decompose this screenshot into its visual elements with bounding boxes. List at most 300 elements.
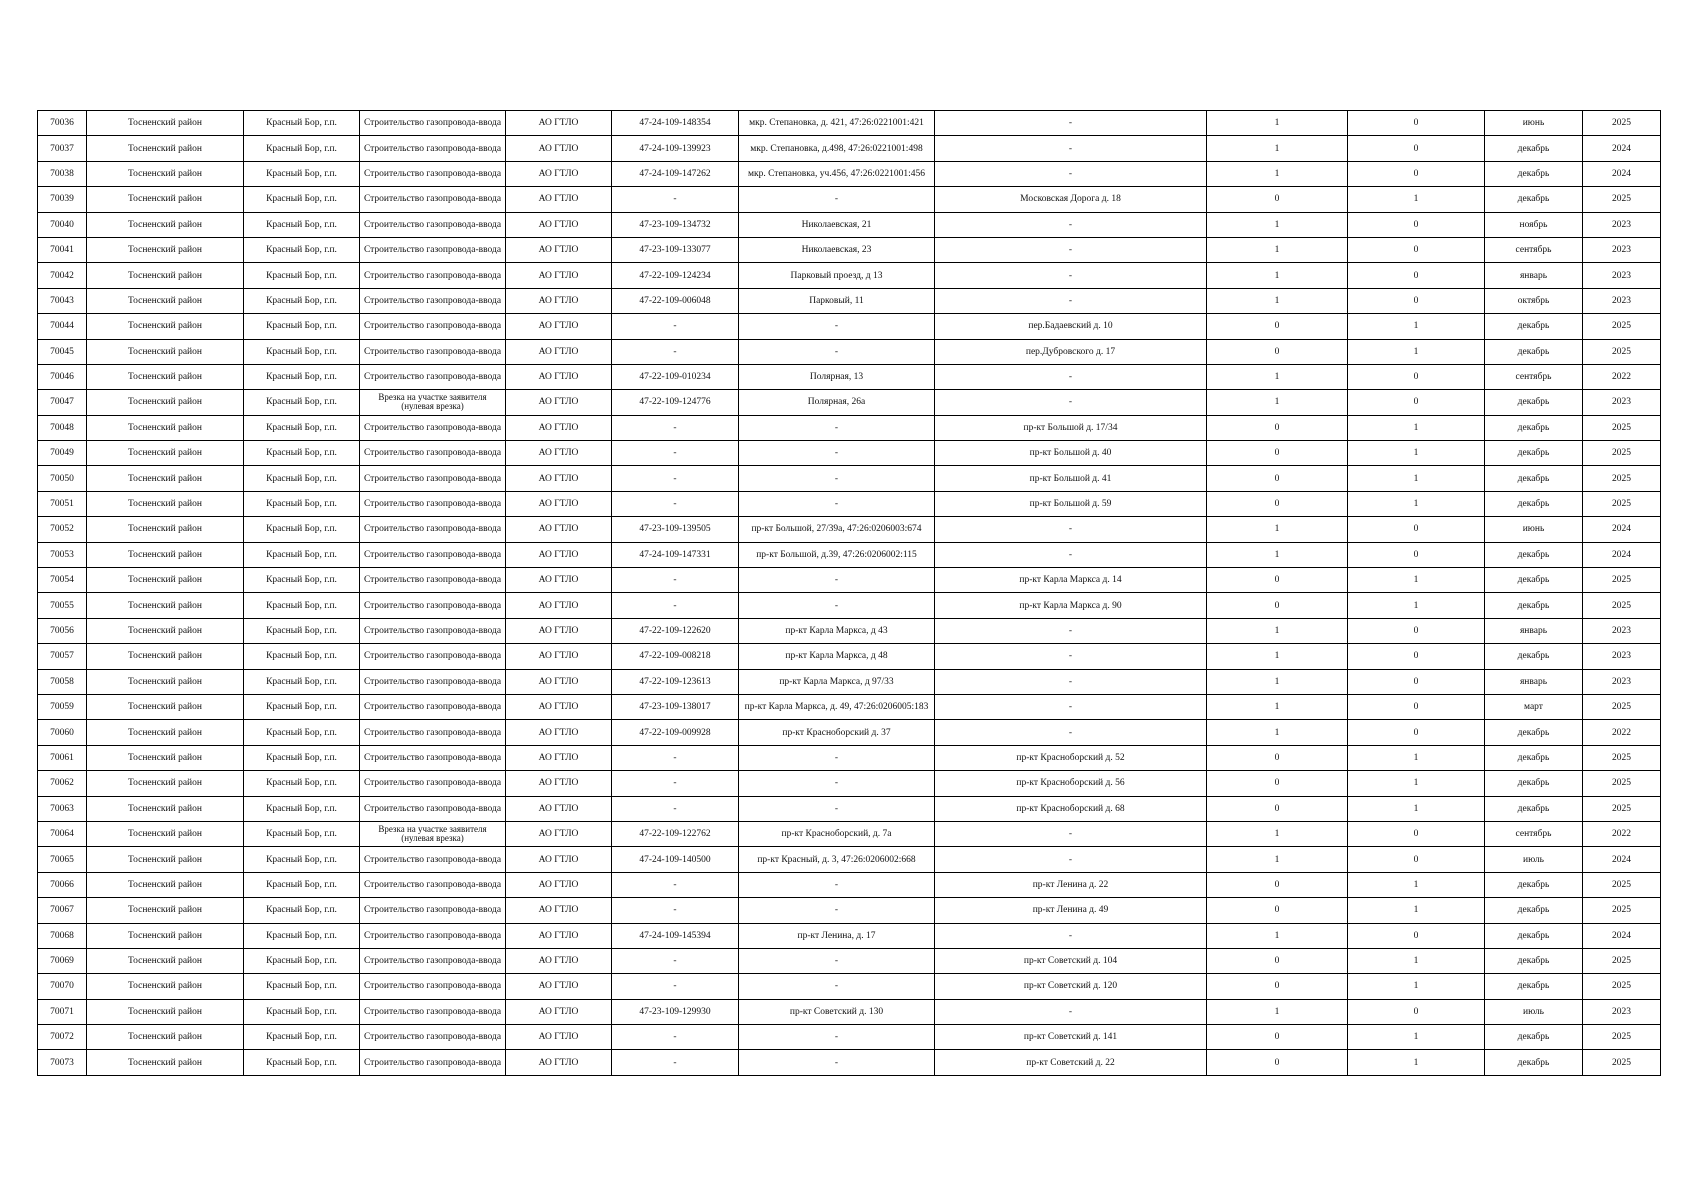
count-b-cell: 0	[1348, 364, 1485, 389]
object-address-cell: -	[739, 974, 935, 999]
organization-cell: АО ГТЛО	[506, 542, 612, 567]
month-cell: сентябрь	[1485, 821, 1583, 846]
work-type-cell: Строительство газопровода-ввода	[360, 136, 506, 161]
application-number-cell: -	[612, 415, 739, 440]
year-cell: 2025	[1583, 491, 1661, 516]
year-cell: 2025	[1583, 1050, 1661, 1075]
month-cell: июнь	[1485, 111, 1583, 136]
object-address-cell: -	[739, 339, 935, 364]
settlement-cell: Красный Бор, г.п.	[244, 364, 360, 389]
table-row	[38, 111, 1661, 136]
planned-address-cell: -	[935, 999, 1207, 1024]
record-id-cell: 70064	[38, 821, 87, 846]
object-address-cell: -	[739, 898, 935, 923]
year-cell: 2025	[1583, 466, 1661, 491]
year-cell: 2023	[1583, 390, 1661, 415]
table-row	[38, 1050, 1661, 1075]
table-row	[38, 618, 1661, 643]
month-cell: декабрь	[1485, 898, 1583, 923]
district-cell: Тосненский район	[87, 948, 244, 973]
record-id-cell: 70037	[38, 136, 87, 161]
count-b-cell: 1	[1348, 339, 1485, 364]
work-type-cell: Строительство газопровода-ввода	[360, 974, 506, 999]
planned-address-cell: пр-кт Карла Маркса д. 90	[935, 593, 1207, 618]
count-b-cell: 0	[1348, 136, 1485, 161]
district-cell: Тосненский район	[87, 187, 244, 212]
count-a-cell: 1	[1207, 720, 1348, 745]
district-cell: Тосненский район	[87, 314, 244, 339]
record-id-cell: 70062	[38, 771, 87, 796]
organization-cell: АО ГТЛО	[506, 923, 612, 948]
table-row	[38, 364, 1661, 389]
settlement-cell: Красный Бор, г.п.	[244, 872, 360, 897]
object-address-cell: -	[739, 1025, 935, 1050]
object-address-cell: -	[739, 568, 935, 593]
count-a-cell: 0	[1207, 948, 1348, 973]
planned-address-cell: пр-кт Советский д. 104	[935, 948, 1207, 973]
application-number-cell: -	[612, 491, 739, 516]
year-cell: 2025	[1583, 898, 1661, 923]
count-a-cell: 0	[1207, 1025, 1348, 1050]
count-a-cell: 1	[1207, 821, 1348, 846]
district-cell: Тосненский район	[87, 669, 244, 694]
district-cell: Тосненский район	[87, 745, 244, 770]
month-cell: декабрь	[1485, 314, 1583, 339]
district-cell: Тосненский район	[87, 872, 244, 897]
organization-cell: АО ГТЛО	[506, 212, 612, 237]
work-type-cell: Строительство газопровода-ввода	[360, 161, 506, 186]
count-b-cell: 1	[1348, 466, 1485, 491]
count-a-cell: 0	[1207, 974, 1348, 999]
month-cell: сентябрь	[1485, 237, 1583, 262]
table-row	[38, 898, 1661, 923]
month-cell: декабрь	[1485, 339, 1583, 364]
month-cell: декабрь	[1485, 136, 1583, 161]
record-id-cell: 70067	[38, 898, 87, 923]
organization-cell: АО ГТЛО	[506, 948, 612, 973]
settlement-cell: Красный Бор, г.п.	[244, 237, 360, 262]
planned-address-cell: -	[935, 669, 1207, 694]
month-cell: декабрь	[1485, 390, 1583, 415]
object-address-cell: -	[739, 1050, 935, 1075]
application-number-cell: 47-23-109-129930	[612, 999, 739, 1024]
district-cell: Тосненский район	[87, 847, 244, 872]
settlement-cell: Красный Бор, г.п.	[244, 618, 360, 643]
application-number-cell: 47-22-109-008218	[612, 644, 739, 669]
record-id-cell: 70068	[38, 923, 87, 948]
work-type-cell: Строительство газопровода-ввода	[360, 999, 506, 1024]
planned-address-cell: пер.Дубровского д. 17	[935, 339, 1207, 364]
table-row	[38, 441, 1661, 466]
application-number-cell: 47-22-109-124776	[612, 390, 739, 415]
settlement-cell: Красный Бор, г.п.	[244, 136, 360, 161]
work-type-cell: Строительство газопровода-ввода	[360, 339, 506, 364]
count-a-cell: 0	[1207, 593, 1348, 618]
object-address-cell: пр-кт Карла Маркса, д. 49, 47:26:0206005:183	[739, 694, 935, 719]
count-b-cell: 0	[1348, 288, 1485, 313]
district-cell: Тосненский район	[87, 1025, 244, 1050]
district-cell: Тосненский район	[87, 974, 244, 999]
year-cell: 2023	[1583, 644, 1661, 669]
settlement-cell: Красный Бор, г.п.	[244, 187, 360, 212]
object-address-cell: мкр. Степановка, д.498, 47:26:0221001:498	[739, 136, 935, 161]
count-b-cell: 1	[1348, 898, 1485, 923]
organization-cell: АО ГТЛО	[506, 466, 612, 491]
district-cell: Тосненский район	[87, 415, 244, 440]
month-cell: декабрь	[1485, 466, 1583, 491]
planned-address-cell: -	[935, 517, 1207, 542]
record-id-cell: 70036	[38, 111, 87, 136]
record-id-cell: 70052	[38, 517, 87, 542]
object-address-cell: -	[739, 441, 935, 466]
work-type-cell: Строительство газопровода-ввода	[360, 111, 506, 136]
settlement-cell: Красный Бор, г.п.	[244, 999, 360, 1024]
month-cell: июль	[1485, 999, 1583, 1024]
count-b-cell: 0	[1348, 923, 1485, 948]
count-b-cell: 0	[1348, 517, 1485, 542]
settlement-cell: Красный Бор, г.п.	[244, 491, 360, 516]
count-a-cell: 0	[1207, 466, 1348, 491]
record-id-cell: 70073	[38, 1050, 87, 1075]
district-cell: Тосненский район	[87, 644, 244, 669]
count-a-cell: 0	[1207, 314, 1348, 339]
settlement-cell: Красный Бор, г.п.	[244, 898, 360, 923]
work-type-cell: Строительство газопровода-ввода	[360, 263, 506, 288]
table-row	[38, 694, 1661, 719]
count-b-cell: 1	[1348, 187, 1485, 212]
count-a-cell: 0	[1207, 491, 1348, 516]
count-a-cell: 1	[1207, 923, 1348, 948]
count-a-cell: 1	[1207, 618, 1348, 643]
district-cell: Тосненский район	[87, 898, 244, 923]
month-cell: октябрь	[1485, 288, 1583, 313]
record-id-cell: 70050	[38, 466, 87, 491]
year-cell: 2024	[1583, 542, 1661, 567]
planned-address-cell: -	[935, 161, 1207, 186]
month-cell: декабрь	[1485, 644, 1583, 669]
month-cell: декабрь	[1485, 441, 1583, 466]
planned-address-cell: пр-кт Красноборский д. 68	[935, 796, 1207, 821]
district-cell: Тосненский район	[87, 771, 244, 796]
count-b-cell: 0	[1348, 694, 1485, 719]
settlement-cell: Красный Бор, г.п.	[244, 415, 360, 440]
object-address-cell: пр-кт Советский д. 130	[739, 999, 935, 1024]
organization-cell: АО ГТЛО	[506, 999, 612, 1024]
work-type-cell: Строительство газопровода-ввода	[360, 364, 506, 389]
record-id-cell: 70058	[38, 669, 87, 694]
count-b-cell: 0	[1348, 821, 1485, 846]
count-a-cell: 0	[1207, 568, 1348, 593]
record-id-cell: 70054	[38, 568, 87, 593]
settlement-cell: Красный Бор, г.п.	[244, 466, 360, 491]
organization-cell: АО ГТЛО	[506, 415, 612, 440]
count-a-cell: 0	[1207, 771, 1348, 796]
gas-connections-table	[37, 110, 1661, 1076]
work-type-cell: Строительство газопровода-ввода	[360, 517, 506, 542]
count-b-cell: 1	[1348, 745, 1485, 770]
table-row	[38, 948, 1661, 973]
district-cell: Тосненский район	[87, 1050, 244, 1075]
application-number-cell: -	[612, 339, 739, 364]
application-number-cell: 47-24-109-147262	[612, 161, 739, 186]
work-type-cell: Строительство газопровода-ввода	[360, 644, 506, 669]
organization-cell: АО ГТЛО	[506, 898, 612, 923]
planned-address-cell: -	[935, 237, 1207, 262]
count-a-cell: 1	[1207, 136, 1348, 161]
settlement-cell: Красный Бор, г.п.	[244, 923, 360, 948]
count-a-cell: 0	[1207, 441, 1348, 466]
settlement-cell: Красный Бор, г.п.	[244, 974, 360, 999]
application-number-cell: -	[612, 1050, 739, 1075]
table-row	[38, 517, 1661, 542]
year-cell: 2022	[1583, 821, 1661, 846]
count-a-cell: 1	[1207, 364, 1348, 389]
object-address-cell: пр-кт Карла Маркса, д 97/33	[739, 669, 935, 694]
work-type-cell: Строительство газопровода-ввода	[360, 745, 506, 770]
table-row	[38, 136, 1661, 161]
district-cell: Тосненский район	[87, 161, 244, 186]
year-cell: 2025	[1583, 872, 1661, 897]
table-row	[38, 999, 1661, 1024]
month-cell: июнь	[1485, 517, 1583, 542]
year-cell: 2025	[1583, 974, 1661, 999]
record-id-cell: 70040	[38, 212, 87, 237]
count-b-cell: 0	[1348, 390, 1485, 415]
table-row	[38, 542, 1661, 567]
work-type-cell: Строительство газопровода-ввода	[360, 1050, 506, 1075]
count-a-cell: 0	[1207, 415, 1348, 440]
organization-cell: АО ГТЛО	[506, 644, 612, 669]
object-address-cell: пр-кт Большой, 27/39а, 47:26:0206003:674	[739, 517, 935, 542]
district-cell: Тосненский район	[87, 542, 244, 567]
year-cell: 2025	[1583, 745, 1661, 770]
object-address-cell: -	[739, 415, 935, 440]
table-row	[38, 339, 1661, 364]
organization-cell: АО ГТЛО	[506, 364, 612, 389]
count-b-cell: 0	[1348, 161, 1485, 186]
district-cell: Тосненский район	[87, 288, 244, 313]
application-number-cell: 47-23-109-139505	[612, 517, 739, 542]
year-cell: 2023	[1583, 237, 1661, 262]
organization-cell: АО ГТЛО	[506, 872, 612, 897]
table-row	[38, 314, 1661, 339]
count-a-cell: 1	[1207, 694, 1348, 719]
settlement-cell: Красный Бор, г.п.	[244, 263, 360, 288]
planned-address-cell: -	[935, 644, 1207, 669]
record-id-cell: 70039	[38, 187, 87, 212]
district-cell: Тосненский район	[87, 796, 244, 821]
record-id-cell: 70038	[38, 161, 87, 186]
count-a-cell: 1	[1207, 263, 1348, 288]
application-number-cell: 47-22-109-122762	[612, 821, 739, 846]
organization-cell: АО ГТЛО	[506, 796, 612, 821]
month-cell: декабрь	[1485, 415, 1583, 440]
planned-address-cell: пр-кт Красноборский д. 56	[935, 771, 1207, 796]
count-a-cell: 1	[1207, 542, 1348, 567]
organization-cell: АО ГТЛО	[506, 669, 612, 694]
month-cell: декабрь	[1485, 974, 1583, 999]
work-type-cell: Строительство газопровода-ввода	[360, 898, 506, 923]
count-b-cell: 1	[1348, 491, 1485, 516]
work-type-cell: Строительство газопровода-ввода	[360, 669, 506, 694]
application-number-cell: 47-24-109-145394	[612, 923, 739, 948]
organization-cell: АО ГТЛО	[506, 237, 612, 262]
district-cell: Тосненский район	[87, 466, 244, 491]
application-number-cell: -	[612, 441, 739, 466]
record-id-cell: 70059	[38, 694, 87, 719]
count-b-cell: 0	[1348, 542, 1485, 567]
planned-address-cell: пр-кт Советский д. 141	[935, 1025, 1207, 1050]
year-cell: 2025	[1583, 314, 1661, 339]
table-row	[38, 568, 1661, 593]
month-cell: январь	[1485, 669, 1583, 694]
month-cell: декабрь	[1485, 720, 1583, 745]
planned-address-cell: пр-кт Большой д. 59	[935, 491, 1207, 516]
record-id-cell: 70053	[38, 542, 87, 567]
application-number-cell: -	[612, 1025, 739, 1050]
planned-address-cell: пр-кт Ленина д. 22	[935, 872, 1207, 897]
district-cell: Тосненский район	[87, 618, 244, 643]
object-address-cell: -	[739, 796, 935, 821]
year-cell: 2022	[1583, 364, 1661, 389]
count-b-cell: 1	[1348, 796, 1485, 821]
year-cell: 2025	[1583, 111, 1661, 136]
count-b-cell: 0	[1348, 999, 1485, 1024]
work-type-cell: Строительство газопровода-ввода	[360, 212, 506, 237]
table-row	[38, 491, 1661, 516]
month-cell: декабрь	[1485, 923, 1583, 948]
application-number-cell: 47-24-109-147331	[612, 542, 739, 567]
year-cell: 2023	[1583, 263, 1661, 288]
work-type-cell: Врезка на участке заявителя (нулевая врезка)	[360, 390, 506, 415]
organization-cell: АО ГТЛО	[506, 1025, 612, 1050]
count-a-cell: 1	[1207, 212, 1348, 237]
work-type-cell: Строительство газопровода-ввода	[360, 618, 506, 643]
work-type-cell: Строительство газопровода-ввода	[360, 441, 506, 466]
application-number-cell: 47-22-109-009928	[612, 720, 739, 745]
month-cell: декабрь	[1485, 1050, 1583, 1075]
count-b-cell: 1	[1348, 441, 1485, 466]
table-row	[38, 821, 1661, 846]
object-address-cell: Парковый, 11	[739, 288, 935, 313]
settlement-cell: Красный Бор, г.п.	[244, 441, 360, 466]
year-cell: 2025	[1583, 771, 1661, 796]
count-a-cell: 1	[1207, 669, 1348, 694]
organization-cell: АО ГТЛО	[506, 1050, 612, 1075]
planned-address-cell: -	[935, 923, 1207, 948]
planned-address-cell: Московская Дорога д. 18	[935, 187, 1207, 212]
year-cell: 2025	[1583, 568, 1661, 593]
settlement-cell: Красный Бор, г.п.	[244, 568, 360, 593]
object-address-cell: Полярная, 26а	[739, 390, 935, 415]
count-a-cell: 1	[1207, 644, 1348, 669]
record-id-cell: 70045	[38, 339, 87, 364]
work-type-cell: Строительство газопровода-ввода	[360, 187, 506, 212]
application-number-cell: -	[612, 974, 739, 999]
count-a-cell: 1	[1207, 161, 1348, 186]
record-id-cell: 70060	[38, 720, 87, 745]
month-cell: декабрь	[1485, 1025, 1583, 1050]
organization-cell: АО ГТЛО	[506, 821, 612, 846]
object-address-cell: Полярная, 13	[739, 364, 935, 389]
record-id-cell: 70055	[38, 593, 87, 618]
count-b-cell: 1	[1348, 593, 1485, 618]
record-id-cell: 70056	[38, 618, 87, 643]
table-row	[38, 212, 1661, 237]
count-b-cell: 1	[1348, 314, 1485, 339]
district-cell: Тосненский район	[87, 364, 244, 389]
work-type-cell: Строительство газопровода-ввода	[360, 491, 506, 516]
object-address-cell: мкр. Степановка, уч.456, 47:26:0221001:456	[739, 161, 935, 186]
work-type-cell: Строительство газопровода-ввода	[360, 288, 506, 313]
table-row	[38, 720, 1661, 745]
organization-cell: АО ГТЛО	[506, 618, 612, 643]
organization-cell: АО ГТЛО	[506, 720, 612, 745]
settlement-cell: Красный Бор, г.п.	[244, 796, 360, 821]
work-type-cell: Врезка на участке заявителя (нулевая врезка)	[360, 821, 506, 846]
organization-cell: АО ГТЛО	[506, 593, 612, 618]
application-number-cell: 47-24-109-139923	[612, 136, 739, 161]
record-id-cell: 70041	[38, 237, 87, 262]
planned-address-cell: пр-кт Большой д. 41	[935, 466, 1207, 491]
settlement-cell: Красный Бор, г.п.	[244, 948, 360, 973]
table-body	[38, 111, 1661, 1076]
district-cell: Тосненский район	[87, 263, 244, 288]
count-a-cell: 1	[1207, 390, 1348, 415]
organization-cell: АО ГТЛО	[506, 111, 612, 136]
count-b-cell: 0	[1348, 237, 1485, 262]
count-b-cell: 0	[1348, 720, 1485, 745]
settlement-cell: Красный Бор, г.п.	[244, 339, 360, 364]
settlement-cell: Красный Бор, г.п.	[244, 593, 360, 618]
work-type-cell: Строительство газопровода-ввода	[360, 796, 506, 821]
district-cell: Тосненский район	[87, 999, 244, 1024]
month-cell: июль	[1485, 847, 1583, 872]
organization-cell: АО ГТЛО	[506, 339, 612, 364]
table-row	[38, 745, 1661, 770]
table-row	[38, 415, 1661, 440]
count-b-cell: 1	[1348, 974, 1485, 999]
district-cell: Тосненский район	[87, 212, 244, 237]
organization-cell: АО ГТЛО	[506, 568, 612, 593]
table-row	[38, 847, 1661, 872]
application-number-cell: 47-24-109-148354	[612, 111, 739, 136]
object-address-cell: -	[739, 187, 935, 212]
district-cell: Тосненский район	[87, 390, 244, 415]
work-type-cell: Строительство газопровода-ввода	[360, 694, 506, 719]
planned-address-cell: -	[935, 694, 1207, 719]
district-cell: Тосненский район	[87, 111, 244, 136]
record-id-cell: 70066	[38, 872, 87, 897]
settlement-cell: Красный Бор, г.п.	[244, 1050, 360, 1075]
organization-cell: АО ГТЛО	[506, 745, 612, 770]
planned-address-cell: пр-кт Красноборский д. 52	[935, 745, 1207, 770]
count-a-cell: 0	[1207, 898, 1348, 923]
organization-cell: АО ГТЛО	[506, 390, 612, 415]
count-b-cell: 0	[1348, 669, 1485, 694]
count-a-cell: 1	[1207, 999, 1348, 1024]
planned-address-cell: -	[935, 212, 1207, 237]
month-cell: ноябрь	[1485, 212, 1583, 237]
planned-address-cell: -	[935, 542, 1207, 567]
application-number-cell: 47-23-109-133077	[612, 237, 739, 262]
application-number-cell: -	[612, 948, 739, 973]
planned-address-cell: -	[935, 821, 1207, 846]
application-number-cell: 47-22-109-124234	[612, 263, 739, 288]
district-cell: Тосненский район	[87, 821, 244, 846]
settlement-cell: Красный Бор, г.п.	[244, 517, 360, 542]
table-row	[38, 263, 1661, 288]
